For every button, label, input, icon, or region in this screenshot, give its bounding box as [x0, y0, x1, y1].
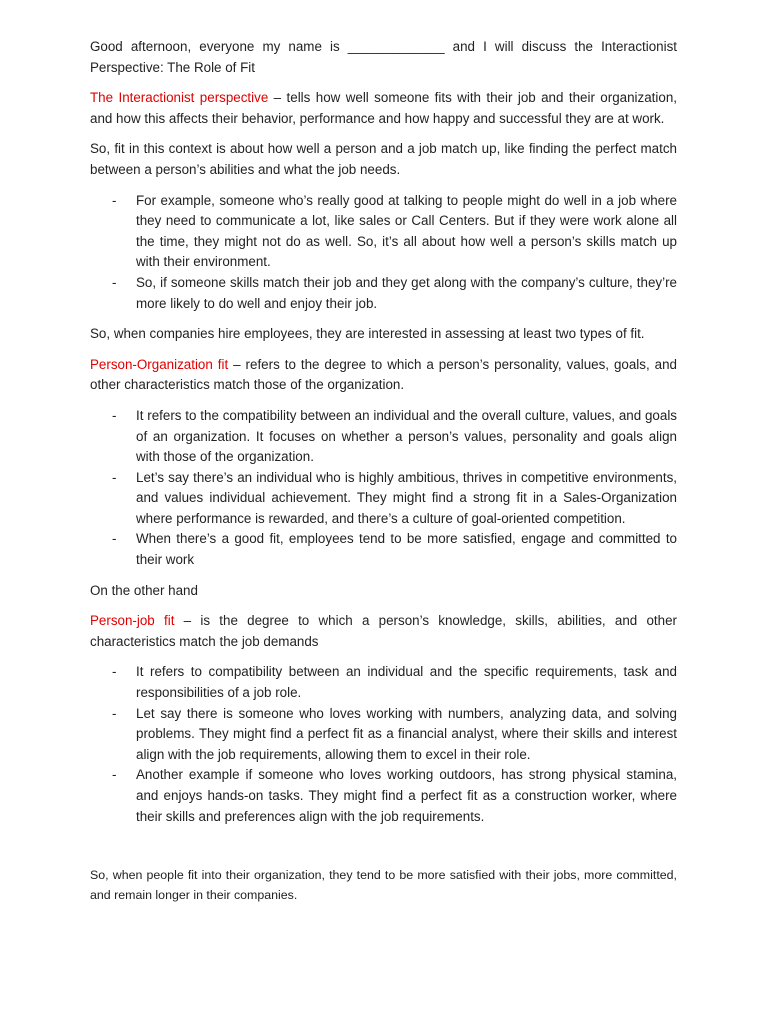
- list-item-text: It refers to the compatibility between an individual and the overall culture, values, and goals of an organization. It focuses on whether a person’s values, personality and goals align with those of the organization.: [136, 407, 677, 465]
- list-item: [90, 273, 677, 314]
- person-organization-term: Person-Organization fit: [90, 356, 229, 372]
- person-job-paragraph: [90, 611, 677, 652]
- blank-space: [90, 837, 677, 865]
- list-item: [90, 406, 677, 468]
- dash-bullet: -: [112, 192, 117, 208]
- fit-context-paragraph: So, fit in this context is about how well a person and a job match up, like finding the perfect match between a person’s abilities and what the job needs.: [90, 141, 677, 177]
- list-item: [90, 468, 677, 530]
- person-organization-definition: – refers to the degree to which a person’s personality, values, goals, and other characteristics match those of the organization.: [90, 356, 677, 393]
- list-item: [90, 765, 677, 827]
- dash-bullet: -: [112, 664, 117, 680]
- person-organization-paragraph: [90, 355, 677, 396]
- dash-bullet: -: [112, 705, 117, 721]
- list-item-text: So, if someone skills match their job and they get along with the company’s culture, they’re more likely to do well and enjoy their job.: [136, 274, 677, 311]
- document-page: [90, 37, 677, 915]
- dash-bullet: -: [112, 767, 117, 783]
- list-item-text: For example, someone who’s really good at talking to people might do well in a job where they need to communicate a lot, like sales or Call Centers. But if they were work alone all the time, they might not do as well. So, it’s all about how well a person’s skills match up with their environment.: [136, 192, 677, 270]
- dash-bullet: -: [112, 531, 117, 547]
- interactionist-term: The Interactionist perspective: [90, 90, 269, 106]
- list-item-text: It refers to compatibility between an individual and the specific requirements, task and responsibilities of a job role.: [136, 664, 677, 701]
- person-job-list: [90, 662, 677, 827]
- fit-examples-list: [90, 191, 677, 315]
- intro-paragraph: Good afternoon, everyone my name is _____________ and I will discuss the Interactionist Perspective: The Role of Fit: [90, 39, 677, 75]
- list-item-text: Let’s say there’s an individual who is highly ambitious, thrives in competitive environments, and values individual achievement. They might find a strong fit in a Sales-Organization where performance is rewarded, and there’s a culture of goal-oriented competition.: [136, 469, 677, 526]
- dash-bullet: -: [112, 274, 117, 290]
- list-item-text: Let say there is someone who loves working with numbers, analyzing data, and solving problems. They might find a perfect fit as a financial analyst, where their skills and interest align with the job requirements, allowing them to excel in their role.: [136, 705, 677, 762]
- two-types-paragraph: So, when companies hire employees, they are interested in assessing at least two types of fit.: [90, 326, 645, 342]
- person-organization-list: [90, 406, 677, 571]
- closing-paragraph: So, when people fit into their organization, they tend to be more satisfied with their jobs, more committed, and remain longer in their companies.: [90, 868, 677, 903]
- list-item-text: When there’s a good fit, employees tend to be more satisfied, engage and committed to their work: [136, 531, 677, 568]
- list-item-text: Another example if someone who loves working outdoors, has strong physical stamina, and enjoys hands-on tasks. They might find a perfect fit as a construction worker, where their skills and preferences align with the job requirements.: [136, 767, 677, 824]
- list-item: [90, 704, 677, 766]
- interactionist-definition: – tells how well someone fits with their job and their organization, and how this affects their behavior, performance and how happy and successful they are at work.: [90, 90, 677, 126]
- list-item: [90, 662, 677, 703]
- dash-bullet: -: [112, 469, 117, 485]
- list-item: [90, 529, 677, 570]
- interactionist-paragraph: [90, 88, 677, 129]
- dash-bullet: -: [112, 407, 117, 423]
- other-hand-paragraph: On the other hand: [90, 582, 198, 598]
- person-job-term: Person-job fit: [90, 613, 175, 629]
- list-item: [90, 191, 677, 273]
- person-job-definition: – is the degree to which a person’s knowledge, skills, abilities, and other characteristics match the job demands: [90, 613, 677, 649]
